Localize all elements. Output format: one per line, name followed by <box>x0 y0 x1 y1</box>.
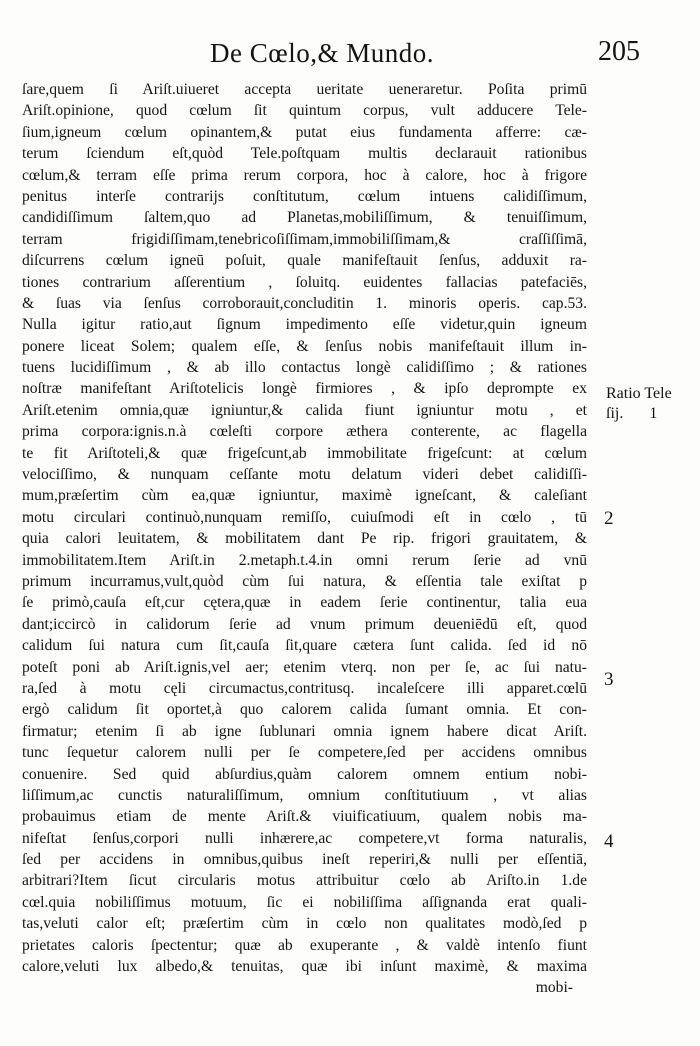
text-line: ſium,igneum cœlum opinantem,& putat eius fundamenta afferre: cæ- <box>22 123 587 141</box>
margin-note-label: Ratio Tele <box>606 385 672 402</box>
page-number: 205 <box>598 36 640 67</box>
text-line: motu circulari continuò,nunquam remiſſo, cuiuſmodi eſt in cœlo , tū <box>22 508 587 526</box>
main-text-column <box>22 79 587 999</box>
text-line: firmatur; etenim ſi ab igne ſublunari omnia ignem habere dicat Ariſt. <box>22 722 587 740</box>
text-line: prima corpora:ignis.n.à cœleſti corpore æthera conterente, ac flagella <box>22 423 587 441</box>
text-line: noſtræ manifeſtant Ariſtotelicis longè firmiores , & ipſo deprompte ex <box>22 380 587 398</box>
text-line: poteſt poni ab Ariſt.ignis,vel aer; etenim vterq. non per ſe, ac ſui natu- <box>22 658 587 676</box>
text-line: ergò calidum ſit oportet,à quo calorem calida ſumant omnia. Et con- <box>22 701 587 719</box>
margin-note-label-line2: ſij. 1 <box>606 405 658 422</box>
text-line: Nulla igitur ratio,aut ſignum impedimento eſſe videtur,quin igneum <box>22 316 587 334</box>
text-line: te fit Ariſtoteli,& quæ frigeſcunt,ab immobilitate frigeſcunt: at cœlum <box>22 444 587 462</box>
text-line: tuens lucidiſſimum , & ab illo contactus longè calidiſſimo ; & rationes <box>22 359 587 377</box>
text-line: primum incurramus,vult,quòd cùm ſui natura, & eſſentia tale exiſtat p <box>22 572 587 590</box>
text-line: calore,veluti lux albedo,& tenuitas, quæ ibi inſunt maximè, & maxima <box>22 958 587 976</box>
text-line: liſſimum,ac cunctis naturaliſſimum, omnium conſtitutiuum , vt alias <box>22 786 587 804</box>
text-line: arbitrari?Item ſicut circularis motus attribuitur cœlo ab Ariſto.in 1.de <box>22 872 587 890</box>
text-line: cœl.quia nobiliſſimus motuum, ſic ei nobiliſſima aſſignanda erat quali- <box>22 893 587 911</box>
margin-number-2: 2 <box>604 508 614 529</box>
margin-number-4: 4 <box>604 831 614 852</box>
margin-number-1: 1 <box>649 405 658 422</box>
text-line: mum,præſertim cùm ea,quæ igniuntur, maximè igneſcant, & caleſiant <box>22 487 587 505</box>
text-line: quia calori leuitatem, & mobilitatem dant Pe rip. frigori grauitatem, & <box>22 530 587 548</box>
text-line: ſe primò,cauſa eſt,cur cętera,quæ in eadem ſerie continentur, talia eua <box>22 594 587 612</box>
text-line: ſed per accidens in omnibus,quibus ineſt reperiri,& nulli per eſſentiā, <box>22 851 587 869</box>
text-line: probauimus etiam de mente Ariſt.& viuificatiuum, qualem nobis ma- <box>22 808 587 826</box>
text-line: tiones contrarium aſſerentium , ſoluitq. euidentes fallacias patefaciēs, <box>22 273 587 291</box>
text-line: diſcurrens cœlum igneū poſuit, quale manifeſtauit ſenſus, adduxit ra- <box>22 252 587 270</box>
text-line: ra,ſed à motu cęli circumactus,contritusq. incaleſcere illi apparet.cœlū <box>22 679 587 697</box>
margin-number-3: 3 <box>604 669 614 690</box>
margin-note-ratio-telesij <box>606 384 672 424</box>
text-line: velociſſimo, & nunquam ceſſante motu delatum videri debet calidiſſi- <box>22 466 587 484</box>
text-line: tas,veluti calor eſt; præſertim cùm in cœlo non qualitates modò,ſed p <box>22 915 587 933</box>
text-line: penitus interſe contrarijs conſtitutum, cœlum intuens calidiſſimum, <box>22 187 587 205</box>
text-line: terram frigidiſſimam,tenebricoſiſſimam,immobiliſſimam,& craſſiſſimā, <box>22 230 587 248</box>
text-line: Ariſt.opinione, quod cœlum ſit quintum corpus, vult adducere Tele- <box>22 102 587 120</box>
text-line: ſare,quem ſi Ariſt.uiueret accepta ueritate uenerаretur. Poſita primū <box>22 81 587 98</box>
text-line: ponere liceat Solem; qualem eſſe, & ſenſus nobis manifeſtauit illum in- <box>22 337 587 355</box>
text-line: calidum ſui natura cum ſit,cauſa ſit,quare cætera ſunt calida. ſed id nō <box>22 637 587 655</box>
text-line: terum ſciendum eſt,quòd Tele.poſtquam multis declarauit rationibus <box>22 145 587 163</box>
text-line: dant;iccircò in calidorum ſerie ad vnum primum deueniēdū eſt, quod <box>22 615 587 633</box>
text-line: candidiſſimum ſaltem,quo ad Planetas,mobiliſſimum, & tenuiſſimum, <box>22 209 587 227</box>
text-line: Ariſt.etenim omnia,quæ igniuntur,& calida fiunt igniuntur motu , et <box>22 401 587 419</box>
text-line: immobilitatem.Item Ariſt.in 2.metaph.t.4.in omni rerum ſerie ad vnū <box>22 551 587 569</box>
text-line: prietates caloris ſpectentur; quæ ab exuperante , & valdè intenſo fiunt <box>22 936 587 954</box>
catchword: mobi- <box>535 979 573 997</box>
text-line: cœlum,& terram eſſe prima rerum corpora, hoc à calore, hoc à frigore <box>22 166 587 184</box>
text-line: tunc ſequetur calorem nulli per ſe competere,ſed per accidens omnibus <box>22 744 587 762</box>
text-line: nifeſtat ſenſus,corpori nulli inhærere,ac competere,vt forma naturalis, <box>22 829 587 847</box>
text-line: conuenire. Sed quid abſurdius,quàm calorem omnem entium nobi- <box>22 765 587 783</box>
running-header-title: De Cœlo,& Mundo. <box>210 38 434 68</box>
text-line: & ſuas via ſenſus corroborauit,concluditin 1. minoris operis. cap.53. <box>22 294 587 312</box>
